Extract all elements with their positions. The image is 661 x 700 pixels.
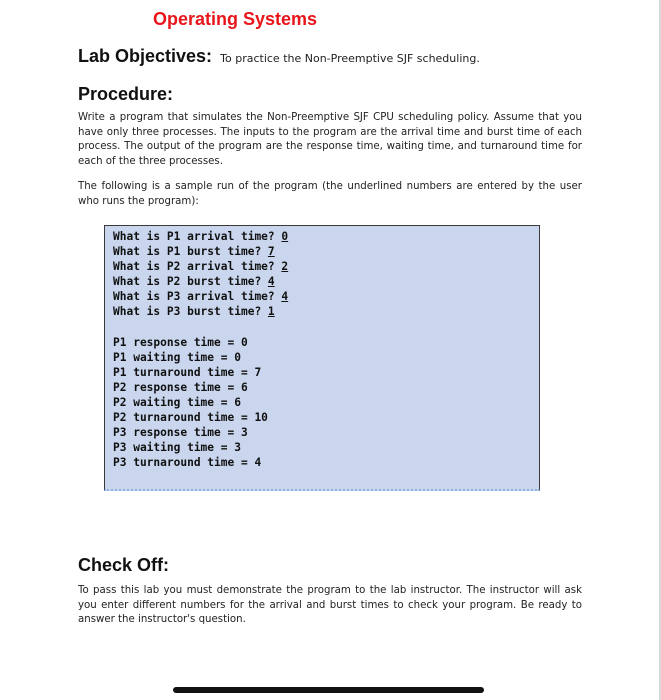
input-prompt: What is P2 burst time? xyxy=(113,275,268,288)
input-answer: 4 xyxy=(267,275,275,288)
lab-objectives-text: To practice the Non-Preemptive SJF scheduling. xyxy=(220,52,480,65)
output-line: P1 turnaround time = 7 xyxy=(113,366,262,379)
input-answer: 2 xyxy=(281,260,289,273)
sample-run-box xyxy=(104,225,540,491)
input-answer: 7 xyxy=(267,245,275,258)
lab-objectives xyxy=(78,46,480,67)
input-prompt: What is P2 arrival time? xyxy=(113,260,282,273)
input-answer: 1 xyxy=(267,305,275,318)
input-answer: 0 xyxy=(281,230,289,243)
output-line: P1 response time = 0 xyxy=(113,336,248,349)
input-line xyxy=(113,260,288,274)
check-off-heading: Check Off: xyxy=(78,555,170,575)
output-line: P3 waiting time = 3 xyxy=(113,441,241,454)
output-line: P3 response time = 3 xyxy=(113,426,248,439)
input-line xyxy=(113,305,275,319)
input-prompt: What is P1 arrival time? xyxy=(113,230,282,243)
output-line: P2 response time = 6 xyxy=(113,381,248,394)
input-line xyxy=(113,290,288,304)
output-line: P1 waiting time = 0 xyxy=(113,351,241,364)
sample-run-intro: The following is a sample run of the program (the underlined numbers are entered by the user who runs the program): xyxy=(78,181,582,207)
check-off-paragraph: To pass this lab you must demonstrate the program to the lab instructor. The instructor will ask you enter different numbers for the arrival and burst times to check your program. Be ready to answer the instructor's question. xyxy=(78,585,582,625)
input-line xyxy=(113,245,275,259)
input-answer: 4 xyxy=(281,290,289,303)
procedure-heading: Procedure: xyxy=(78,84,174,104)
output-line: P2 waiting time = 6 xyxy=(113,396,241,409)
procedure-paragraph: Write a program that simulates the Non-Preemptive SJF CPU scheduling policy. Assume that you have only three processes. The inputs to the program are the arrival time and burst time of each process. The output of the program are the response time, waiting time, and turnaround time for each of the three processes. xyxy=(78,112,582,167)
lab-objectives-label: Lab Objectives: xyxy=(78,46,213,66)
input-prompt: What is P3 arrival time? xyxy=(113,290,282,303)
input-line xyxy=(113,230,288,244)
output-line: P3 turnaround time = 4 xyxy=(113,456,262,469)
document-title: Operating Systems xyxy=(153,9,318,29)
output-line: P2 turnaround time = 10 xyxy=(113,411,268,424)
home-indicator[interactable] xyxy=(173,687,484,693)
input-line xyxy=(113,275,275,289)
input-prompt: What is P1 burst time? xyxy=(113,245,268,258)
input-prompt: What is P3 burst time? xyxy=(113,305,268,318)
